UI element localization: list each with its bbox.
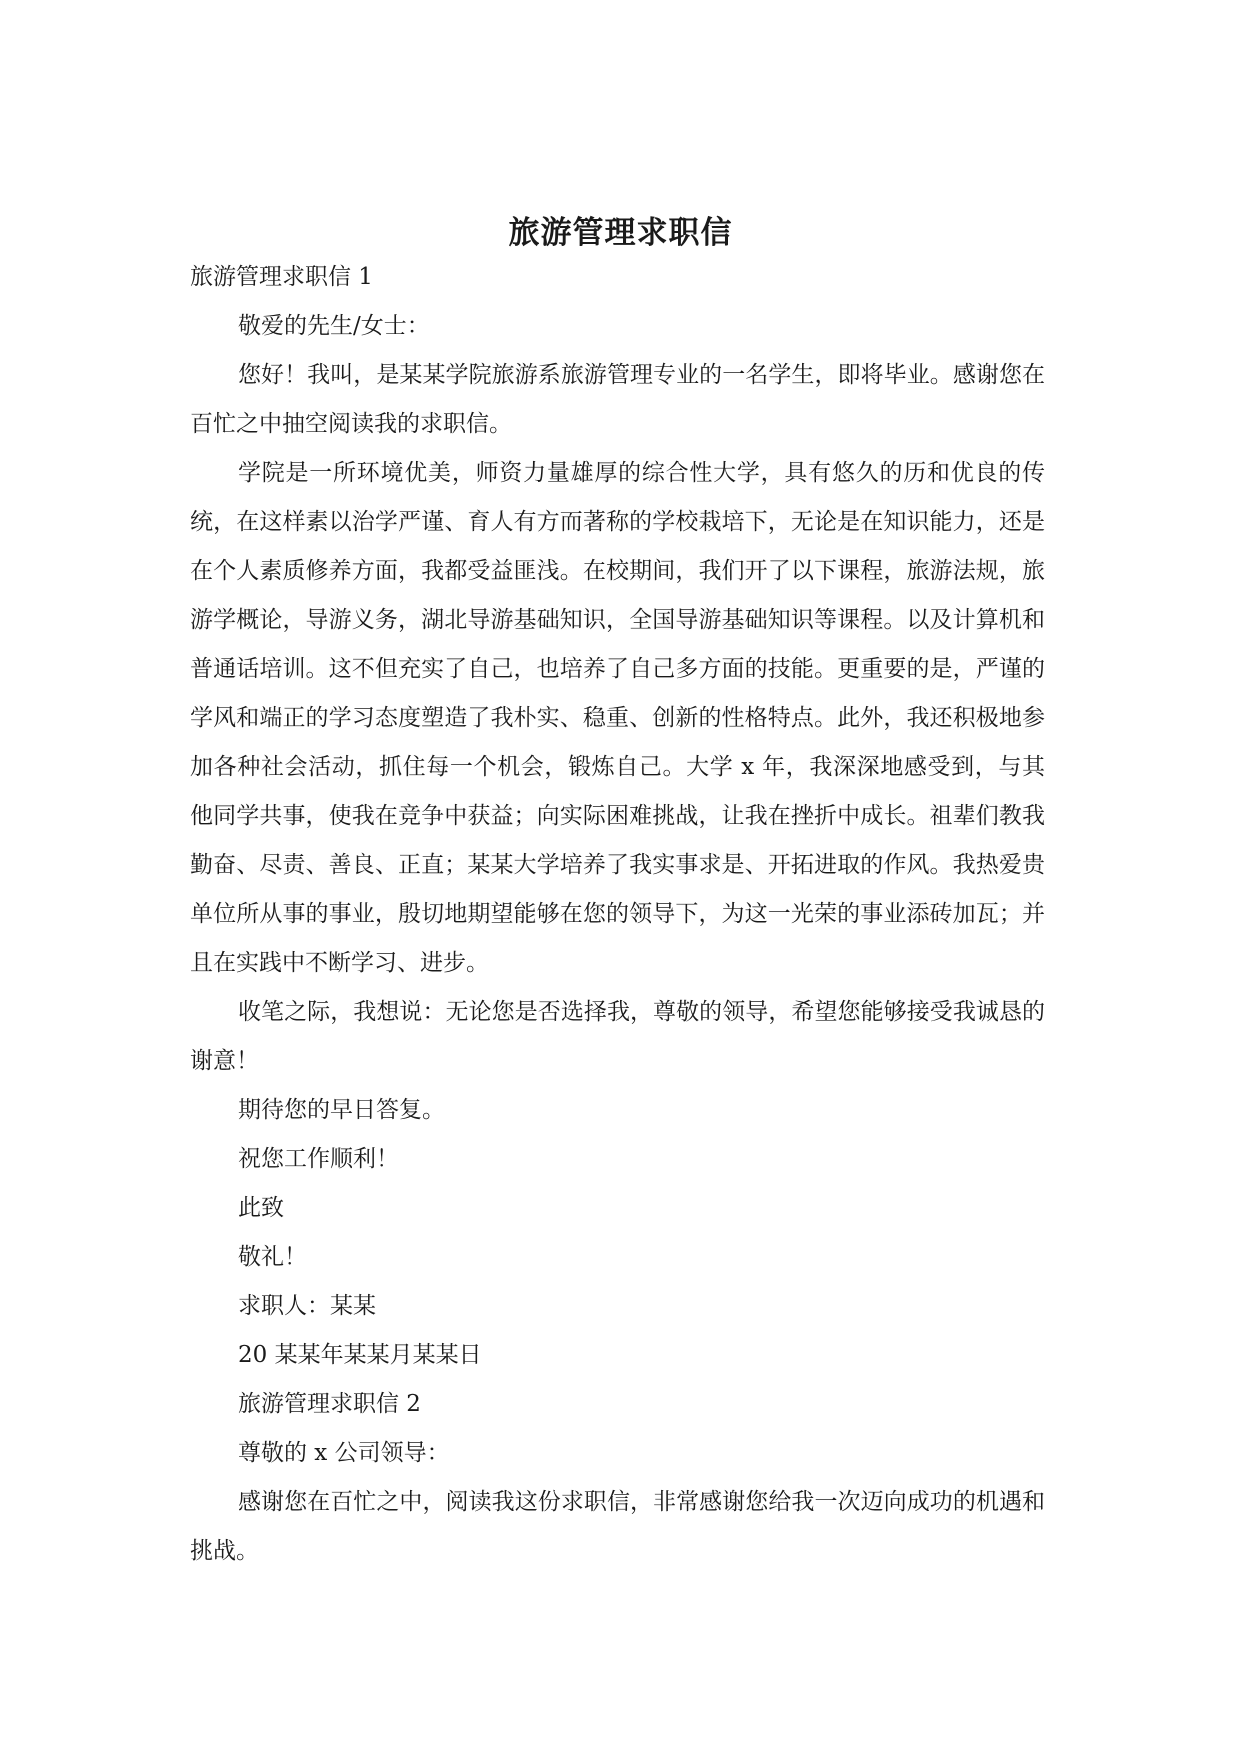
- document-body: [190, 253, 1045, 1576]
- closing-line: 敬礼！: [238, 1244, 307, 1270]
- salutation: 敬爱的先生/女士：: [238, 313, 430, 339]
- closing-line: 祝您工作顺利！: [238, 1146, 399, 1172]
- body-paragraph: 感谢您在百忙之中，阅读我这份求职信，非常感谢您给我一次迈向成功的机遇和挑战。: [190, 1489, 1045, 1564]
- date-line: 20 某某年某某月某某日: [238, 1342, 482, 1368]
- body-paragraph: 收笔之际，我想说：无论您是否选择我，尊敬的领导，希望您能够接受我诚恳的谢意！: [190, 999, 1045, 1074]
- body-paragraph: 您好！我叫，是某某学院旅游系旅游管理专业的一名学生，即将毕业。感谢您在百忙之中抽空阅读我的求职信。: [190, 362, 1045, 437]
- salutation: 尊敬的 x 公司领导：: [238, 1440, 450, 1466]
- section-heading-1: 旅游管理求职信 1: [190, 264, 373, 290]
- body-paragraph: 学院是一所环境优美，师资力量雄厚的综合性大学，具有悠久的历和优良的传统，在这样素以治学严谨、育人有方而著称的学校栽培下，无论是在知识能力，还是在个人素质修养方面，我都受益匪浅。在校期间，我们开了以下课程，旅游法规，旅游学概论，导游义务，湖北导游基础知识，全国导游基础知识等课程。以及计算机和普通话培训。这不但充实了自己，也培养了自己多方面的技能。更重要的是，严谨的学风和端正的学习态度塑造了我朴实、稳重、创新的性格特点。此外，我还积极地参加各种社会活动，抓住每一个机会，锻炼自己。大学 x 年，我深深地感受到，与其他同学共事，使我在竞争中获益；向实际困难挑战，让我在挫折中成长。祖辈们教我勤奋、尽责、善良、正直；某某大学培养了我实事求是、开拓进取的作风。我热爱贵单位所从事的事业，殷切地期望能够在您的领导下，为这一光荣的事业添砖加瓦；并且在实践中不断学习、进步。: [190, 460, 1045, 976]
- closing-line: 此致: [238, 1195, 284, 1221]
- document-title: 旅游管理求职信: [508, 214, 733, 251]
- signature-line: 求职人：某某: [238, 1293, 376, 1319]
- closing-line: 期待您的早日答复。: [238, 1097, 445, 1123]
- section-heading-2: 旅游管理求职信 2: [238, 1391, 421, 1417]
